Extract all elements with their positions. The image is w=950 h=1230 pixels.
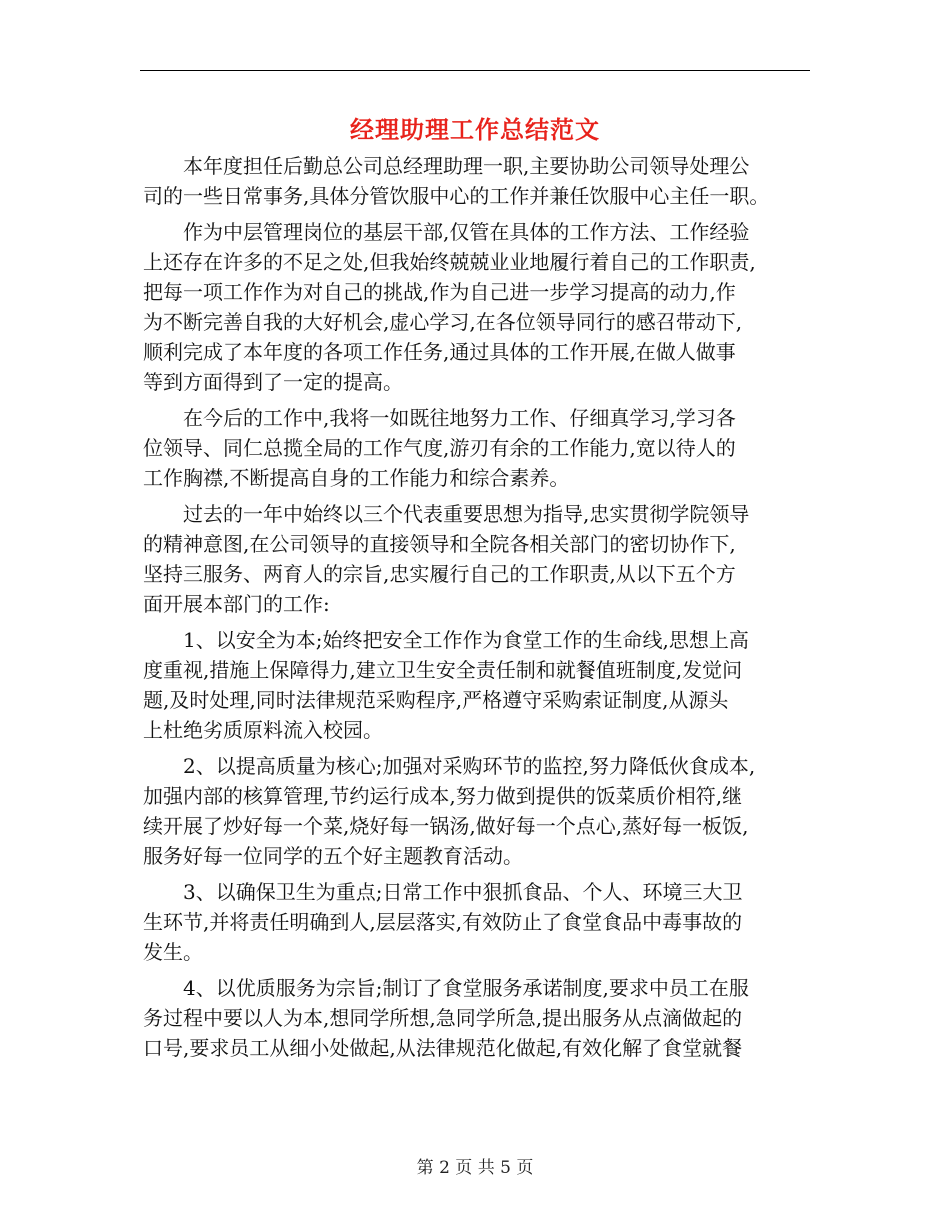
paragraph-line: 生环节,并将责任明确到人,层层落实,有效防止了食堂食品中毒事故的 bbox=[143, 910, 743, 934]
paragraph-line: 等到方面得到了一定的提高。 bbox=[143, 370, 403, 394]
paragraph-line: 在今后的工作中,我将一如既往地努力工作、仔细真学习,学习各 bbox=[183, 406, 736, 430]
document-title: 经理助理工作总结范文 bbox=[350, 116, 600, 144]
paragraph bbox=[143, 973, 807, 1063]
paragraph-line: 3、以确保卫生为重点;日常工作中狠抓食品、个人、环境三大卫 bbox=[183, 880, 743, 904]
paragraph bbox=[143, 217, 807, 397]
paragraph-line: 面开展本部门的工作: bbox=[143, 592, 330, 616]
paragraph-line: 发生。 bbox=[143, 940, 203, 964]
paragraph-line: 1、以安全为本;始终把安全工作作为食堂工作的生命线,思想上高 bbox=[183, 628, 749, 652]
paragraph-line: 为不断完善自我的大好机会,虚心学习,在各位领导同行的感召带动下, bbox=[143, 310, 743, 334]
paragraph-line: 顺利完成了本年度的各项工作任务,通过具体的工作开展,在做人做事 bbox=[143, 340, 736, 364]
paragraph-line: 把每一项工作作为对自己的挑战,作为自己进一步学习提高的动力,作 bbox=[143, 280, 736, 304]
paragraph bbox=[143, 403, 807, 493]
paragraph-line: 上杜绝劣质原料流入校园。 bbox=[143, 718, 383, 742]
paragraph-line: 4、以优质服务为宗旨;制订了食堂服务承诺制度,要求中员工在服 bbox=[183, 976, 749, 1000]
paragraph-line: 续开展了炒好每一个菜,烧好每一锅汤,做好每一个点心,蒸好每一板饭, bbox=[143, 814, 749, 838]
paragraph-line: 过去的一年中始终以三个代表重要思想为指导,忠实贯彻学院领导 bbox=[183, 502, 750, 526]
paragraph bbox=[143, 751, 807, 871]
paragraph-line: 务过程中要以人为本,想同学所想,急同学所急,提出服务从点滴做起的 bbox=[143, 1006, 743, 1030]
paragraph bbox=[143, 151, 807, 211]
paragraph-line: 位领导、同仁总揽全局的工作气度,游刃有余的工作能力,宽以待人的 bbox=[143, 436, 736, 460]
paragraph-line: 工作胸襟,不断提高自身的工作能力和综合素养。 bbox=[143, 466, 570, 490]
paragraph-line: 题,及时处理,同时法律规范采购程序,严格遵守采购索证制度,从源头 bbox=[143, 688, 729, 712]
paragraph-line: 度重视,措施上保障得力,建立卫生安全责任制和就餐值班制度,发觉问 bbox=[143, 658, 743, 682]
paragraph-line: 作为中层管理岗位的基层干部,仅管在具体的工作方法、工作经验 bbox=[183, 220, 750, 244]
paragraph-line: 的精神意图,在公司领导的直接领导和全院各相关部门的密切协作下, bbox=[143, 532, 736, 556]
paragraph-line: 司的一些日常事务,具体分管饮服中心的工作并兼任饮服中心主任一职。 bbox=[143, 184, 770, 208]
paragraph-line: 加强内部的核算管理,节约运行成本,努力做到提供的饭菜质价相符,继 bbox=[143, 784, 743, 808]
paragraph bbox=[143, 625, 807, 745]
paragraph bbox=[143, 499, 807, 619]
page-number: 第 2 页 共 5 页 bbox=[416, 1158, 534, 1178]
header-rule bbox=[140, 70, 810, 71]
paragraph-line: 上还存在许多的不足之处,但我始终兢兢业业地履行着自己的工作职责, bbox=[143, 250, 756, 274]
paragraph-line: 口号,要求员工从细小处做起,从法律规范化做起,有效化解了食堂就餐 bbox=[143, 1036, 743, 1060]
document-body bbox=[143, 151, 807, 1063]
paragraph-line: 坚持三服务、两育人的宗旨,忠实履行自己的工作职责,从以下五个方 bbox=[143, 562, 736, 586]
paragraph bbox=[143, 877, 807, 967]
paragraph-line: 2、以提高质量为核心;加强对采购环节的监控,努力降低伙食成本, bbox=[183, 754, 756, 778]
paragraph-line: 本年度担任后勤总公司总经理助理一职,主要协助公司领导处理公 bbox=[183, 154, 750, 178]
paragraph-line: 服务好每一位同学的五个好主题教育活动。 bbox=[143, 844, 523, 868]
